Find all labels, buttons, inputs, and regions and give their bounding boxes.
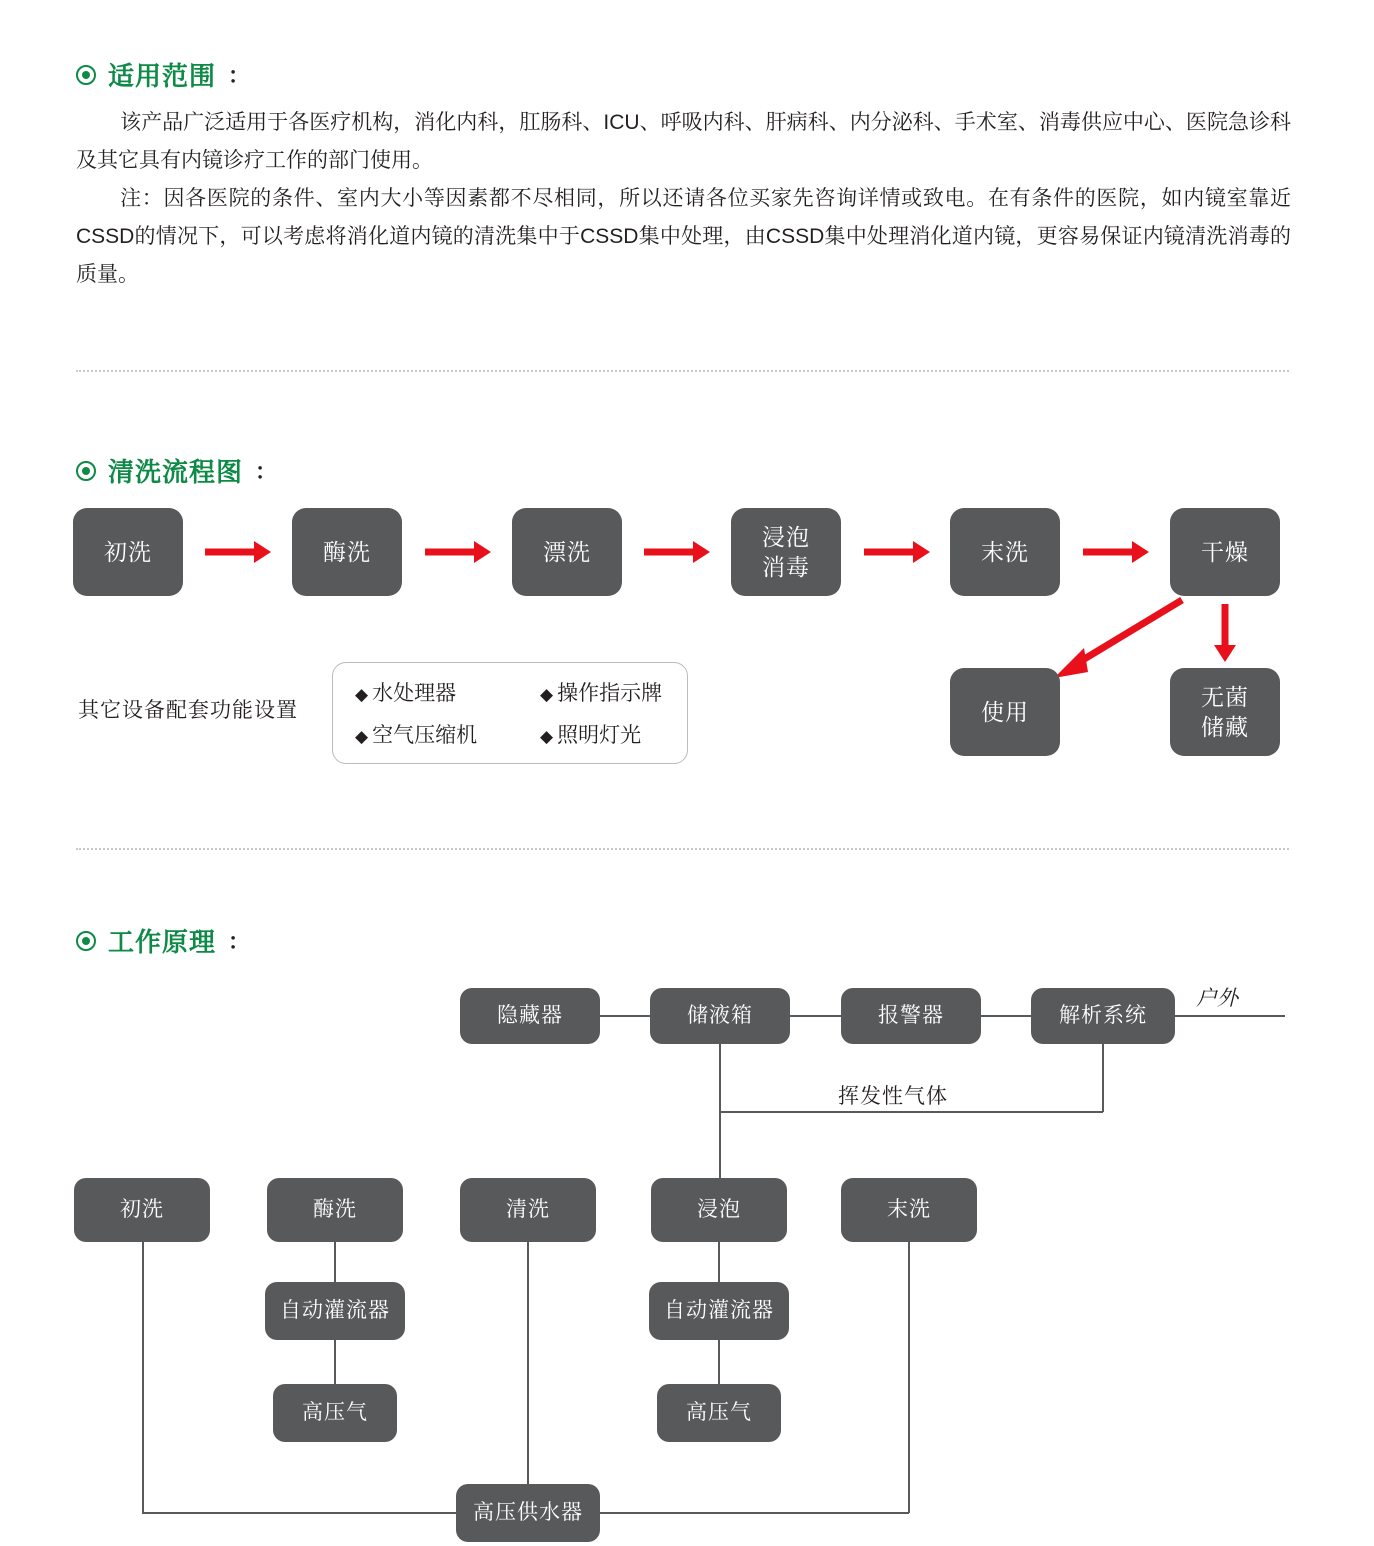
connector-autoflow1-gas1 xyxy=(334,1340,336,1384)
flow-node-label: 使用 xyxy=(981,699,1029,725)
equipment-item-2 xyxy=(355,719,540,749)
principle-node-label: 自动灌流器 xyxy=(664,1299,774,1322)
equipment-item-3 xyxy=(540,719,665,749)
principle-node-chuxi xyxy=(74,1178,210,1242)
principle-node-label: 报警器 xyxy=(878,1004,944,1027)
connector-yincangqi-chuyexiang xyxy=(600,1015,650,1017)
principle-node-water-supply xyxy=(456,1484,600,1542)
principle-node-jinpao xyxy=(651,1178,787,1242)
bullet-target-icon xyxy=(76,65,96,85)
connector-chuxi-down xyxy=(142,1242,144,1513)
equipment-item-label: 操作指示牌 xyxy=(557,682,663,705)
divider-1 xyxy=(76,370,1289,372)
diamond-bullet-icon: ◆ xyxy=(540,685,554,704)
flow-node-moxi xyxy=(950,508,1060,596)
bullet-target-icon xyxy=(76,461,96,481)
flow-node-meixi xyxy=(292,508,402,596)
outdoor-label: 户外 xyxy=(1196,987,1238,1010)
connector-jiexixitong-outdoor xyxy=(1175,1015,1285,1017)
flow-node-piaoxi xyxy=(512,508,622,596)
equipment-label: 其它设备配套功能设置 xyxy=(78,699,298,722)
principle-node-label: 清洗 xyxy=(506,1198,550,1221)
principle-node-label: 隐藏器 xyxy=(497,1004,563,1027)
principle-node-label: 末洗 xyxy=(887,1198,931,1221)
bullet-target-icon xyxy=(76,931,96,951)
section-title-principle: 工作原理 xyxy=(108,927,217,957)
scope-paragraphs xyxy=(76,104,1291,294)
principle-node-qingxi xyxy=(460,1178,596,1242)
connector-gas-horizontal xyxy=(719,1111,1103,1113)
flow-node-label: 初洗 xyxy=(104,539,152,565)
principle-node-highpressure-gas-2 xyxy=(657,1384,781,1442)
volatile-gas-label: 挥发性气体 xyxy=(838,1085,948,1108)
flow-node-label-line2: 消毒 xyxy=(762,554,810,580)
section-heading-principle xyxy=(76,922,251,959)
equipment-item-0 xyxy=(355,677,540,707)
connector-meixi-autoflow1 xyxy=(334,1242,336,1282)
connector-chuyexiang-down xyxy=(719,1044,721,1112)
diamond-bullet-icon: ◆ xyxy=(540,727,554,746)
section-heading-flow xyxy=(76,452,278,489)
diamond-bullet-icon: ◆ xyxy=(355,685,369,704)
flow-node-shiyong xyxy=(950,668,1060,756)
flow-node-label-line2: 储藏 xyxy=(1201,714,1249,740)
connector-qingxi-down xyxy=(527,1242,529,1484)
flow-node-label: 酶洗 xyxy=(323,539,371,565)
connector-jiexixitong-down xyxy=(1102,1044,1104,1112)
section-title-scope: 适用范围 xyxy=(108,61,217,91)
principle-node-label: 高压气 xyxy=(686,1401,752,1424)
principle-node-label: 高压气 xyxy=(302,1401,368,1424)
principle-node-label: 自动灌流器 xyxy=(280,1299,390,1322)
section-title-flow: 清洗流程图 xyxy=(108,457,244,487)
flow-arrow-diagonal xyxy=(1040,594,1190,684)
flow-node-label: 末洗 xyxy=(981,539,1029,565)
principle-node-yincangqi xyxy=(460,988,600,1044)
divider-2 xyxy=(76,848,1289,850)
principle-node-label: 高压供水器 xyxy=(473,1501,583,1524)
principle-node-moxi xyxy=(841,1178,977,1242)
principle-node-meixi xyxy=(267,1178,403,1242)
equipment-item-label: 空气压缩机 xyxy=(372,724,478,747)
section-colon: ： xyxy=(228,63,252,88)
connector-moxi-to-bus xyxy=(599,1512,909,1514)
flow-node-jinpaoxiaodu xyxy=(731,508,841,596)
diamond-bullet-icon: ◆ xyxy=(355,727,369,746)
flow-node-label: 漂洗 xyxy=(543,539,591,565)
principle-node-label: 储液箱 xyxy=(687,1004,753,1027)
connector-baojingqi-jiexixitong xyxy=(981,1015,1031,1017)
connector-moxi-down xyxy=(908,1242,910,1513)
section-colon: ： xyxy=(228,929,252,954)
equipment-item-1 xyxy=(540,677,665,707)
flow-node-wujunchucang xyxy=(1170,668,1280,756)
principle-node-baojingqi xyxy=(841,988,981,1044)
principle-node-label: 浸泡 xyxy=(697,1198,741,1221)
principle-node-label: 初洗 xyxy=(120,1198,164,1221)
connector-chuyexiang-baojingqi xyxy=(790,1015,841,1017)
section-heading-scope xyxy=(76,56,251,93)
scope-paragraph-1: 该产品广泛适用于各医疗机构，消化内科，肛肠科、ICU、呼吸内科、肝病科、内分泌科、手术室、消毒供应中心、医院急诊科及其它具有内镜诊疗工作的部门使用。 xyxy=(76,111,1291,172)
equipment-item-label: 照明灯光 xyxy=(557,724,642,747)
principle-node-autoflow-1 xyxy=(265,1282,405,1340)
principle-node-label: 解析系统 xyxy=(1059,1004,1147,1027)
equipment-item-label: 水处理器 xyxy=(372,682,457,705)
principle-node-label: 酶洗 xyxy=(313,1198,357,1221)
scope-paragraph-2: 注：因各医院的条件、室内大小等因素都不尽相同，所以还请各位买家先咨询详情或致电。在有条件的医院，如内镜室靠近CSSD的情况下，可以考虑将消化道内镜的清洗集中于CSSD集中处理，由CSSD集中处理消化道内镜，更容易保证内镜清洗消毒的质量。 xyxy=(76,187,1291,286)
principle-node-highpressure-gas-1 xyxy=(273,1384,397,1442)
principle-node-jiexixitong xyxy=(1031,988,1175,1044)
principle-node-autoflow-2 xyxy=(649,1282,789,1340)
flow-node-label-line1: 浸泡 xyxy=(762,524,810,550)
connector-autoflow2-gas2 xyxy=(718,1340,720,1384)
connector-chuyexiang-to-jinpao xyxy=(719,1111,721,1178)
flow-node-label: 干燥 xyxy=(1201,539,1249,565)
connector-jinpao-autoflow2 xyxy=(718,1242,720,1282)
section-colon: ： xyxy=(255,459,279,484)
flow-node-label-line1: 无菌 xyxy=(1201,684,1249,710)
flow-node-ganzao xyxy=(1170,508,1280,596)
flow-node-chuxi xyxy=(73,508,183,596)
equipment-box xyxy=(332,662,688,764)
principle-node-chuyexiang xyxy=(650,988,790,1044)
connector-chuxi-to-bus xyxy=(142,1512,457,1514)
